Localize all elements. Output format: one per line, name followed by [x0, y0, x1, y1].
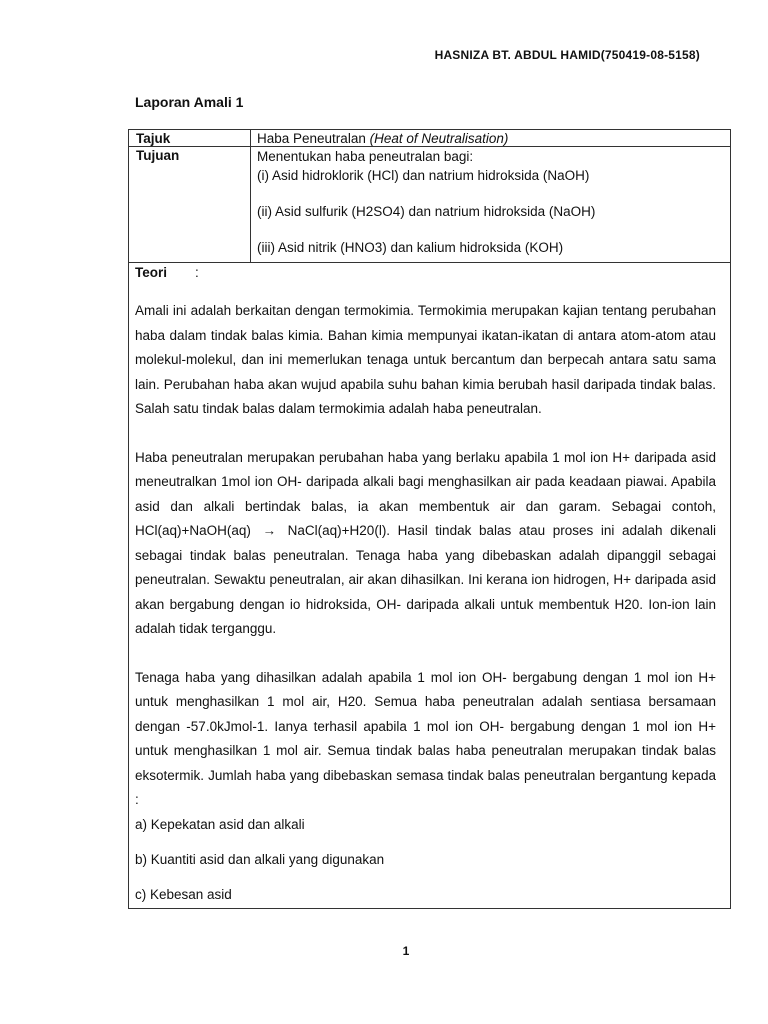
teori-paragraph-2-start: Haba peneutralan merupakan perubahan haba yang berlaku apabila 1 mol ion H+ daripada asid meneutralkan 1mol ion OH- daripada alkali bagi menghasilkan air pada keadaan piawai. Apabila asid dan alkali bertindak balas, ia akan membentuk air dan garam. Sebagai contoh, HCl(aq)+NaOH(aq) [135, 449, 716, 538]
report-table [128, 129, 731, 909]
teori-paragraph-2 [135, 446, 716, 642]
tajuk-label: Tajuk [129, 130, 251, 147]
tujuan-row [129, 147, 731, 263]
tajuk-row [129, 130, 731, 147]
tujuan-item-1: (i) Asid hidroklorik (HCl) dan natrium hidroksida (NaOH) [257, 168, 590, 183]
author-header: HASNIZA BT. ABDUL HAMID(750419-08-5158) [434, 48, 700, 62]
tajuk-value-english: (Heat of Neutralisation) [369, 131, 509, 146]
teori-paragraph-2-end: NaCl(aq)+H20(l). Hasil tindak balas atau proses ini adalah dikenali sebagai tindak balas peneutralan. Tenaga haba yang dibebaskan adalah dipanggil sebagai peneutralan. Sewaktu peneutralan, air akan dihasilkan. Ini kerana ion hidrogen, H+ daripada asid akan bergabung dengan io hidroksida, OH- daripada alkali untuk membentuk H20. Ion-ion lain adalah tidak terganggu. [135, 523, 716, 636]
tujuan-label: Tujuan [129, 147, 251, 263]
teori-paragraph-3: Tenaga haba yang dihasilkan adalah apabila 1 mol ion OH- bergabung dengan 1 mol ion H+ untuk menghasilkan 1 mol air, H20. Semua haba peneutralan adalah sentiasa bersamaan dengan -57.0kJmol-1. Ianya terhasil apabila 1 mol ion OH- bergabung dengan 1 mol ion H+ untuk menghasilkan 1 mol air. Semua tindak balas haba peneutralan merupakan tindak balas eksotermik. Jumlah haba yang dibebaskan semasa tindak balas peneutralan bergantung kepada : [135, 669, 716, 807]
teori-row [129, 263, 731, 909]
tajuk-value [251, 130, 731, 147]
factor-list-item-b: b) Kuantiti asid dan alkali yang digunakan [135, 851, 385, 867]
teori-heading [135, 264, 716, 281]
report-title: Laporan Amali 1 [135, 94, 244, 110]
factor-list-item-c: c) Kebesan asid [135, 886, 232, 902]
teori-paragraph-1: Amali ini adalah berkaitan dengan termokimia. Termokimia merupakan kajian tentang perubahan haba dalam tindak balas kimia. Bahan kimia mempunyai ikatan-ikatan di antara atom-atom atau molekul-molekul, dan ini memerlukan tenaga untuk bercantum dan berpecah antara satu sama lain. Perubahan haba akan wujud apabila suhu bahan kimia berubah hasil daripada tindak balas. Salah satu tindak balas dalam termokimia adalah haba peneutralan. [135, 303, 716, 416]
page-number: 1 [402, 944, 410, 958]
reaction-arrow-icon: → [262, 523, 277, 538]
tujuan-item-3: (iii) Asid nitrik (HNO3) dan kalium hidroksida (KOH) [257, 240, 564, 255]
tujuan-intro: Menentukan haba peneutralan bagi: [257, 149, 474, 164]
factor-list-item-a: a) Kepekatan asid dan alkali [135, 816, 305, 832]
teori-colon: : [195, 265, 199, 280]
tujuan-value [251, 147, 731, 263]
tajuk-value-main: Haba Peneutralan [257, 131, 370, 146]
teori-label: Teori [135, 265, 168, 280]
tujuan-item-2: (ii) Asid sulfurik (H2SO4) dan natrium hidroksida (NaOH) [257, 204, 596, 219]
teori-cell [129, 263, 731, 909]
